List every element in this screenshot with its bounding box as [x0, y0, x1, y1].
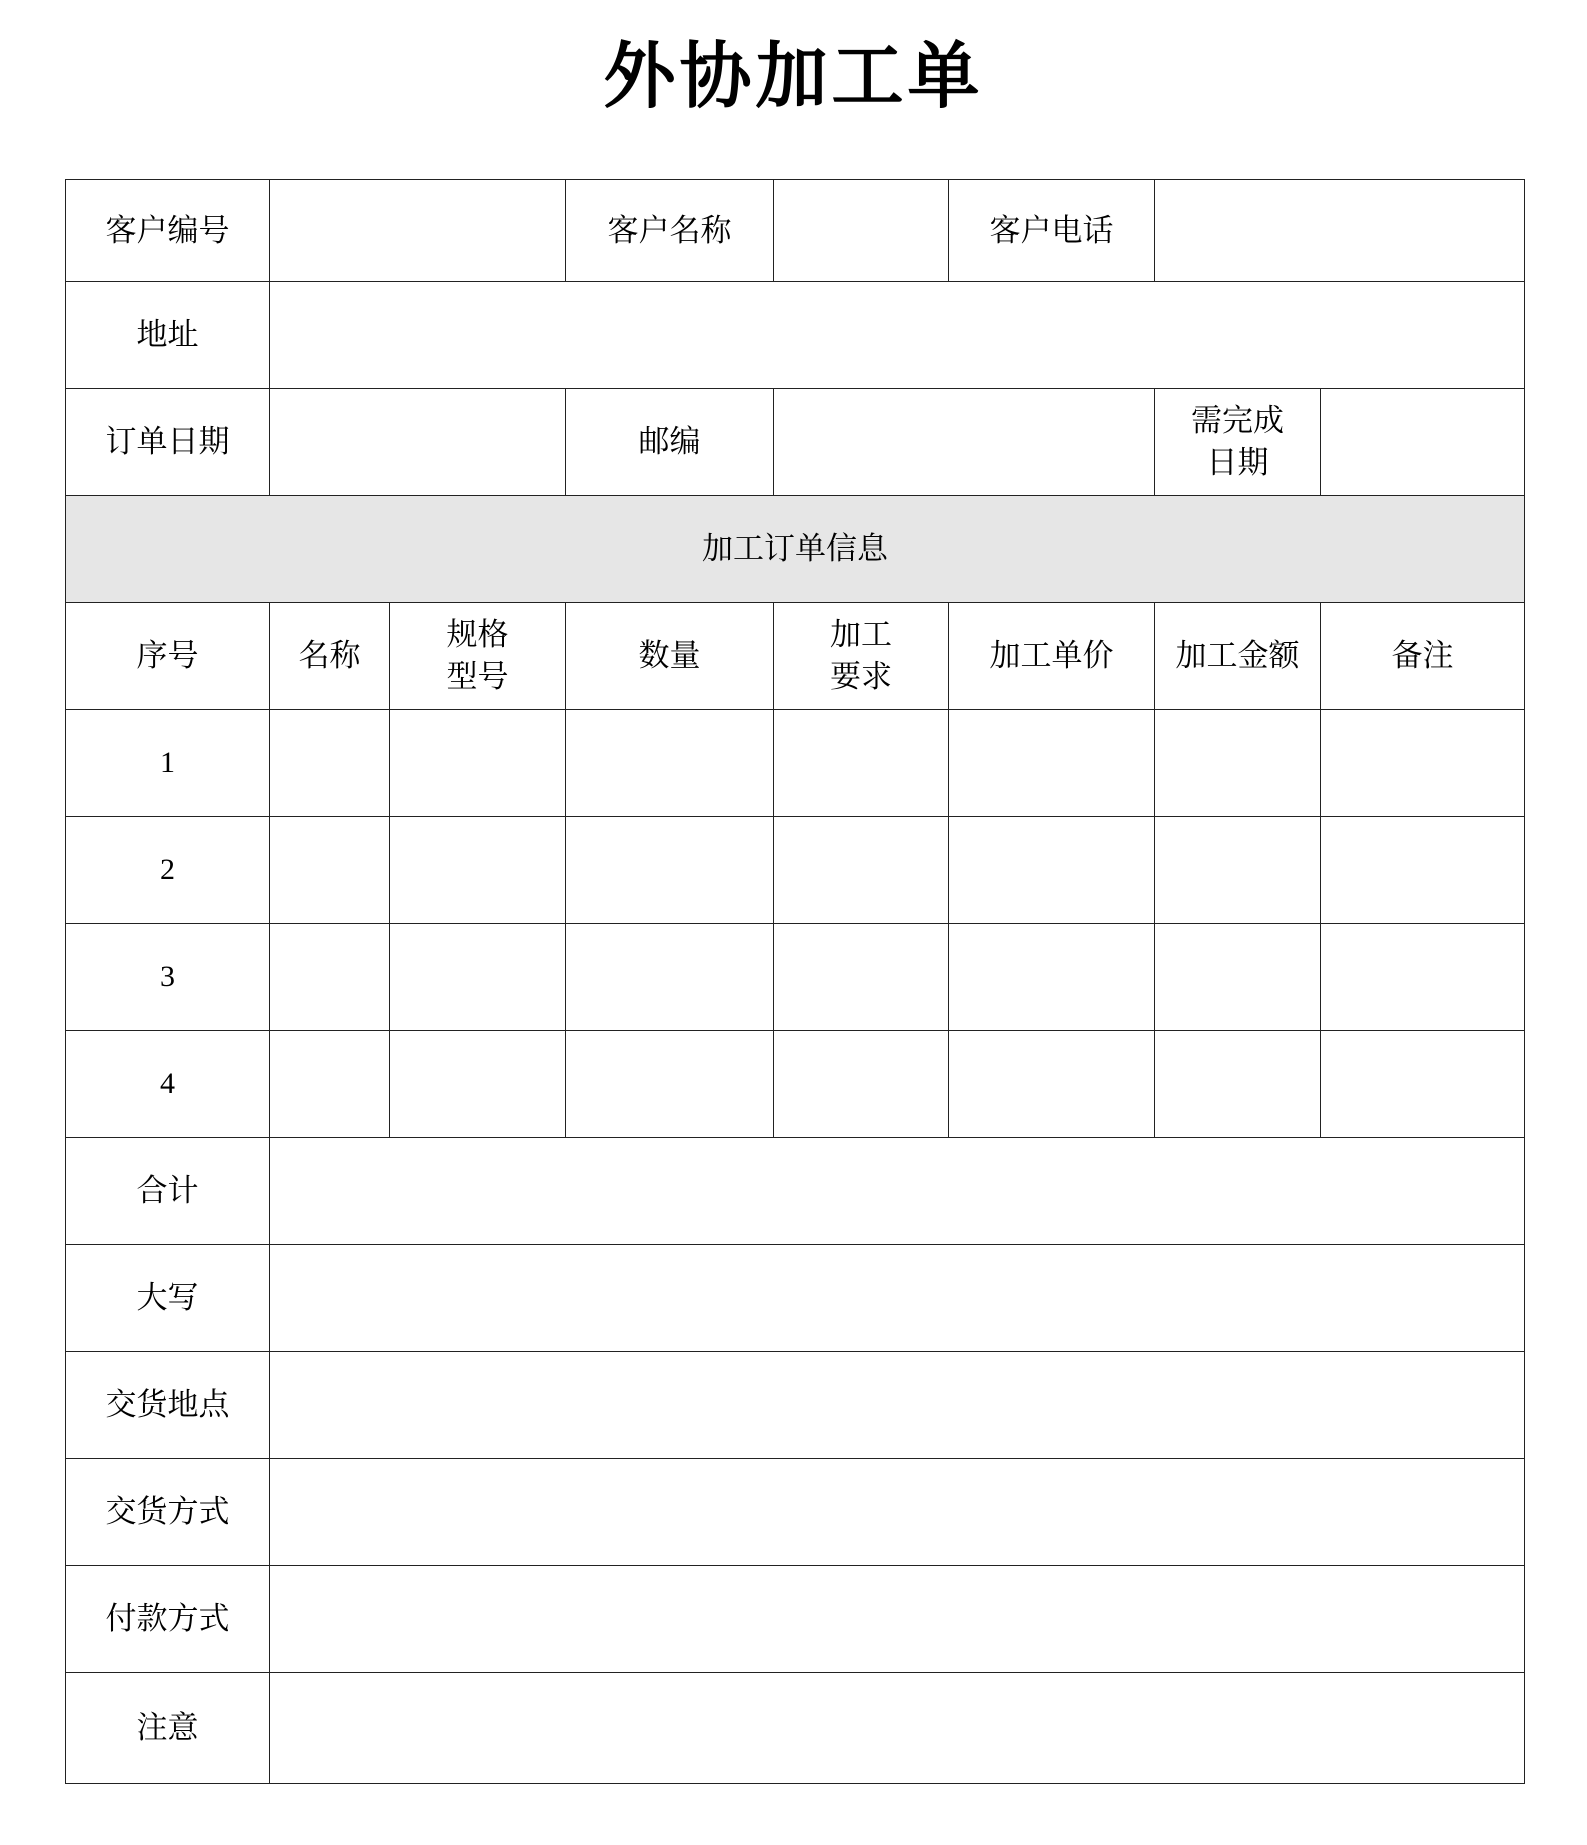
item-amount-field[interactable] [1155, 710, 1321, 817]
payment-method-row [66, 1566, 1525, 1673]
page-title: 外协加工单 [603, 33, 984, 118]
item-unit-price-field[interactable] [949, 924, 1155, 1031]
notes-field[interactable] [270, 1673, 1525, 1784]
due-date-label [1155, 389, 1321, 496]
item-amount-field[interactable] [1155, 1031, 1321, 1138]
customer-row-1 [66, 180, 1525, 282]
payment-method-label: 付款方式 [66, 1566, 270, 1673]
item-row [66, 710, 1525, 817]
total-field[interactable] [270, 1138, 1525, 1245]
col-header-index [66, 603, 270, 710]
section-title: 加工订单信息 [66, 496, 1525, 603]
col-header-amount [1155, 603, 1321, 710]
customer-row-3 [66, 389, 1525, 496]
amount-in-words-label: 大写 [66, 1245, 270, 1352]
customer-phone-label: 客户电话 [949, 180, 1155, 282]
delivery-method-label: 交货方式 [66, 1459, 270, 1566]
item-row [66, 924, 1525, 1031]
total-row [66, 1138, 1525, 1245]
customer-name-label: 客户名称 [566, 180, 774, 282]
col-header-quantity-text: 数量 [638, 638, 701, 674]
address-field[interactable] [270, 282, 1525, 389]
item-unit-price-field[interactable] [949, 817, 1155, 924]
item-index: 3 [66, 924, 270, 1031]
item-amount-field[interactable] [1155, 924, 1321, 1031]
customer-name-field[interactable] [774, 180, 949, 282]
col-header-requirement [774, 603, 949, 710]
payment-method-field[interactable] [270, 1566, 1525, 1673]
customer-phone-field[interactable] [1155, 180, 1525, 282]
col-header-quantity [566, 603, 774, 710]
col-header-index-text: 序号 [136, 638, 199, 674]
postcode-label: 邮编 [566, 389, 774, 496]
item-quantity-field[interactable] [566, 1031, 774, 1138]
item-name-field[interactable] [270, 924, 390, 1031]
item-index: 2 [66, 817, 270, 924]
item-requirement-field[interactable] [774, 1031, 949, 1138]
item-spec-field[interactable] [390, 1031, 566, 1138]
amount-in-words-field[interactable] [270, 1245, 1525, 1352]
col-header-amount-text: 加工金额 [1175, 638, 1300, 674]
delivery-place-row [66, 1352, 1525, 1459]
address-row [66, 282, 1525, 389]
col-header-unit-price [949, 603, 1155, 710]
item-remark-field[interactable] [1321, 924, 1525, 1031]
item-remark-field[interactable] [1321, 710, 1525, 817]
postcode-field[interactable] [774, 389, 1155, 496]
column-header-row [66, 603, 1525, 710]
item-requirement-field[interactable] [774, 710, 949, 817]
order-date-label: 订单日期 [66, 389, 270, 496]
item-unit-price-field[interactable] [949, 1031, 1155, 1138]
notes-row [66, 1673, 1525, 1784]
item-spec-field[interactable] [390, 924, 566, 1031]
col-header-requirement-text: 加工 要求 [830, 617, 892, 695]
delivery-place-field[interactable] [270, 1352, 1525, 1459]
item-row [66, 817, 1525, 924]
amount-in-words-row [66, 1245, 1525, 1352]
customer-id-label: 客户编号 [66, 180, 270, 282]
item-remark-field[interactable] [1321, 817, 1525, 924]
delivery-method-field[interactable] [270, 1459, 1525, 1566]
col-header-unit-price-text: 加工单价 [989, 638, 1114, 674]
item-requirement-field[interactable] [774, 817, 949, 924]
item-quantity-field[interactable] [566, 924, 774, 1031]
delivery-place-label: 交货地点 [66, 1352, 270, 1459]
item-index: 4 [66, 1031, 270, 1138]
col-header-name-text: 名称 [298, 638, 361, 674]
item-index: 1 [66, 710, 270, 817]
item-name-field[interactable] [270, 710, 390, 817]
item-unit-price-field[interactable] [949, 710, 1155, 817]
col-header-remark [1321, 603, 1525, 710]
notes-label: 注意 [66, 1673, 270, 1784]
due-date-label-text: 需完成 日期 [1191, 403, 1284, 481]
col-header-name [270, 603, 390, 710]
due-date-field[interactable] [1321, 389, 1525, 496]
item-name-field[interactable] [270, 1031, 390, 1138]
delivery-method-row [66, 1459, 1525, 1566]
address-label: 地址 [66, 282, 270, 389]
item-quantity-field[interactable] [566, 710, 774, 817]
order-date-field[interactable] [270, 389, 566, 496]
item-requirement-field[interactable] [774, 924, 949, 1031]
col-header-spec-text: 规格 型号 [446, 617, 509, 695]
order-form-table [65, 179, 1525, 1784]
total-label: 合计 [66, 1138, 270, 1245]
item-spec-field[interactable] [390, 710, 566, 817]
item-row [66, 1031, 1525, 1138]
item-name-field[interactable] [270, 817, 390, 924]
item-amount-field[interactable] [1155, 817, 1321, 924]
item-spec-field[interactable] [390, 817, 566, 924]
col-header-remark-text: 备注 [1391, 638, 1454, 674]
customer-id-field[interactable] [270, 180, 566, 282]
item-remark-field[interactable] [1321, 1031, 1525, 1138]
col-header-spec [390, 603, 566, 710]
item-quantity-field[interactable] [566, 817, 774, 924]
section-row [66, 496, 1525, 603]
